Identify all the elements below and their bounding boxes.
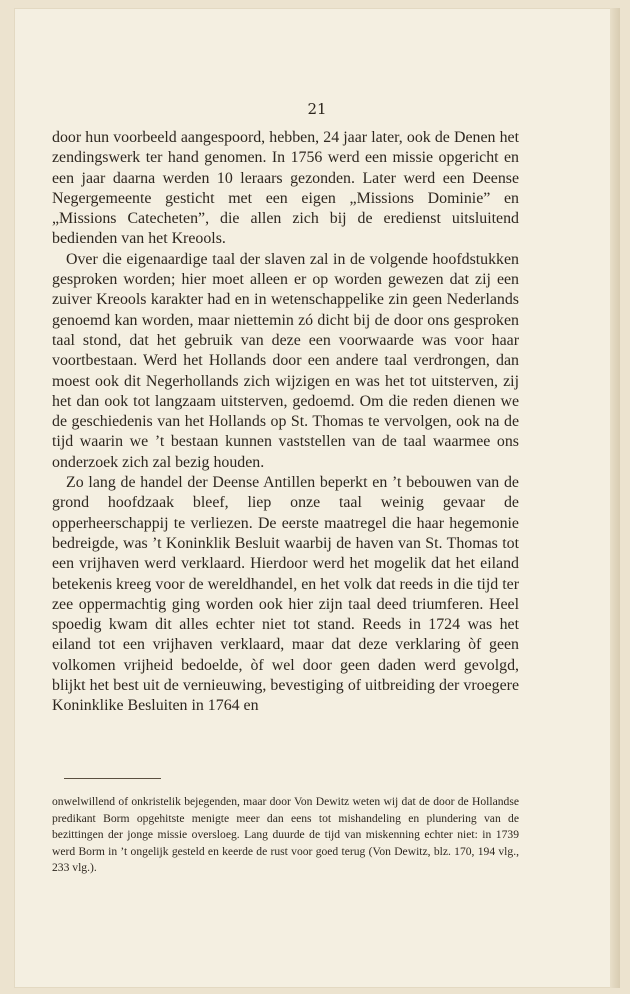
main-text <box>52 128 519 717</box>
footnote-divider <box>64 778 161 779</box>
paragraph-1: door hun voorbeeld aangespoord, hebben, 24 jaar later, ook de Denen het zendingswerk ter hand genomen. In 1756 werd een missie opgericht en een jaar daarna werden 10 leraars gezonden. Later werd een Deense Negergemeente gesticht met een eigen „Missions Dominie” en „Missions Catecheten”, die allen zich bij de eredienst uitsluitend bedienden van het Kreools. <box>52 129 519 248</box>
book-page <box>14 8 620 988</box>
paragraph-2: Over die eigenaardige taal der slaven zal in de volgende hoofdstukken gesproken worden; hier moet alleen er op worden gewezen dat zij een zuiver Kreools karakter had en in wetenschappelike zin geen Nederlands genoemd kan worden, maar niettemin zó dicht bij de door ons gesproken taal stond, dat het gebruik van deze een voorwaarde was voor haar voortbestaan. Werd het Hollands door een andere taal verdrongen, dan moest ook dit Negerhollands zich wijzigen en was het tot uitsterven, zij het dan ook tot langzaam uitsterven, gedoemd. Om die reden dienen we de geschiedenis van het Hollands op St. Thomas te vervolgen, ook na de tijd waarin we ’t bestaan kunnen vaststellen van de taal waarmee ons onderzoek zich zal bezig houden. <box>52 250 519 471</box>
footnote: onwelwillend of onkristelik bejegenden, maar door Von Dewitz weten wij dat de door de Hollandse predikant Borm opgehitste menigte meer dan eens tot mishandeling en plundering van de bezittingen der jonge missie oversloeg. Lang duurde de tijd van miskenning echter niet: in 1739 werd Borm in ’t ongelijk gesteld en keerde de rust voor goed terug (Von Dewitz, blz. 170, 194 vlg., 233 vlg.). <box>52 795 519 875</box>
paragraph-3: Zo lang de handel der Deense Antillen beperkt en ’t bebouwen van de grond hoofdzaak bleef, liep onze taal weinig gevaar de opperheerschappij te verliezen. De eerste maatregel die haar hegemonie bedreigde, was ’t Koninklik Besluit waarbij de haven van St. Thomas tot een vrijhaven werd verklaard. Hierdoor werd het mogelik dat het eiland betekenis kreeg voor de wereldhandel, en het volk dat reeds in die tijd ter zee oppermachtig ging worden ook hier zijn taal deed triumferen. Heel spoedig kwam dit alles echter niet tot stand. Reeds in 1724 was het eiland tot een vrijhaven verklaard, maar dat deze verklaring òf geen volkomen vrijheid bedoelde, òf wel door geen daden werd gevolgd, blijkt het best uit de vernieuwing, bevestiging of uitbreiding der vroegere Koninklike Besluiten in 1764 en <box>52 474 519 715</box>
page-edge <box>610 8 620 988</box>
page-number: 21 <box>307 100 327 118</box>
